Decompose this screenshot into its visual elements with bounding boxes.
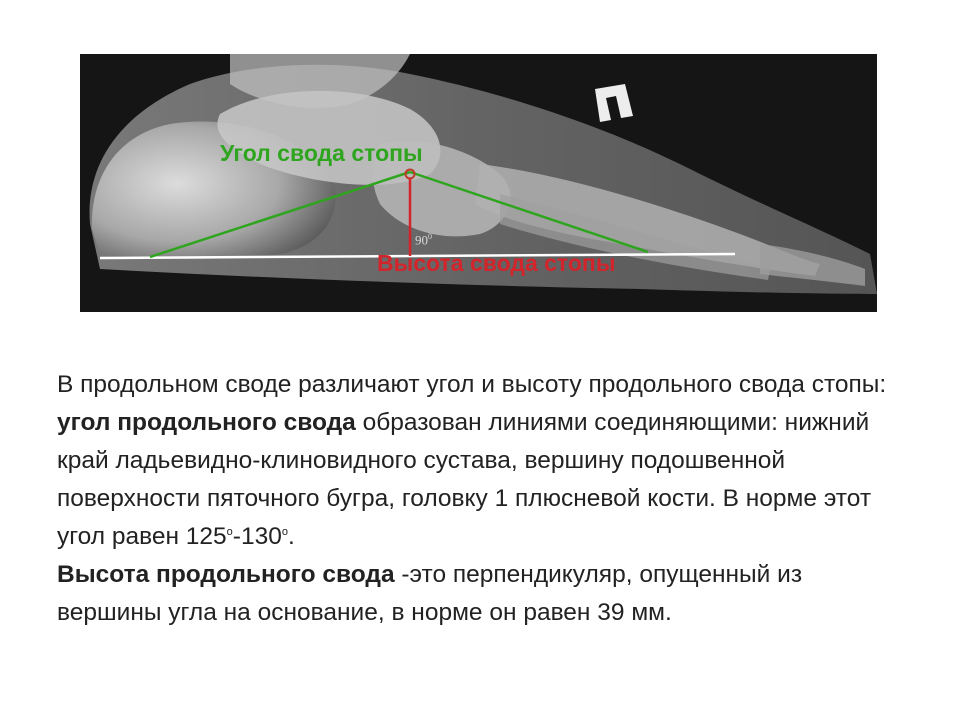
- paragraph-angle: В продольном своде различают угол и высоту продольного свода стопы: угол продольного свода образован линиями соединяющими: нижний край ладьевидно-клиновидного сустава, вершину подошвенной поверхности пяточного бугра, головку 1 плюсневой кости. В норме этот угол равен $125^о-130^о$.: [57, 371, 887, 550]
- right-angle-mark: $90^0$: [415, 232, 432, 248]
- degree-sign: о: [281, 525, 288, 538]
- arch-angle-label: Угол свода стопы: [220, 140, 423, 166]
- paragraph-height: Высота продольного свода -это перпендикуляр, опущенный из вершины угла на основание, в норме он равен 39 мм.: [57, 561, 803, 626]
- foot-xray-image: [80, 54, 877, 312]
- degree-sign: о: [226, 525, 233, 538]
- arch-height-label: Высота свода стопы: [377, 250, 616, 276]
- term-arch-angle: угол продольного свода: [57, 409, 356, 436]
- description-text: [57, 366, 907, 632]
- term-arch-height: Высота продольного свода: [57, 561, 395, 588]
